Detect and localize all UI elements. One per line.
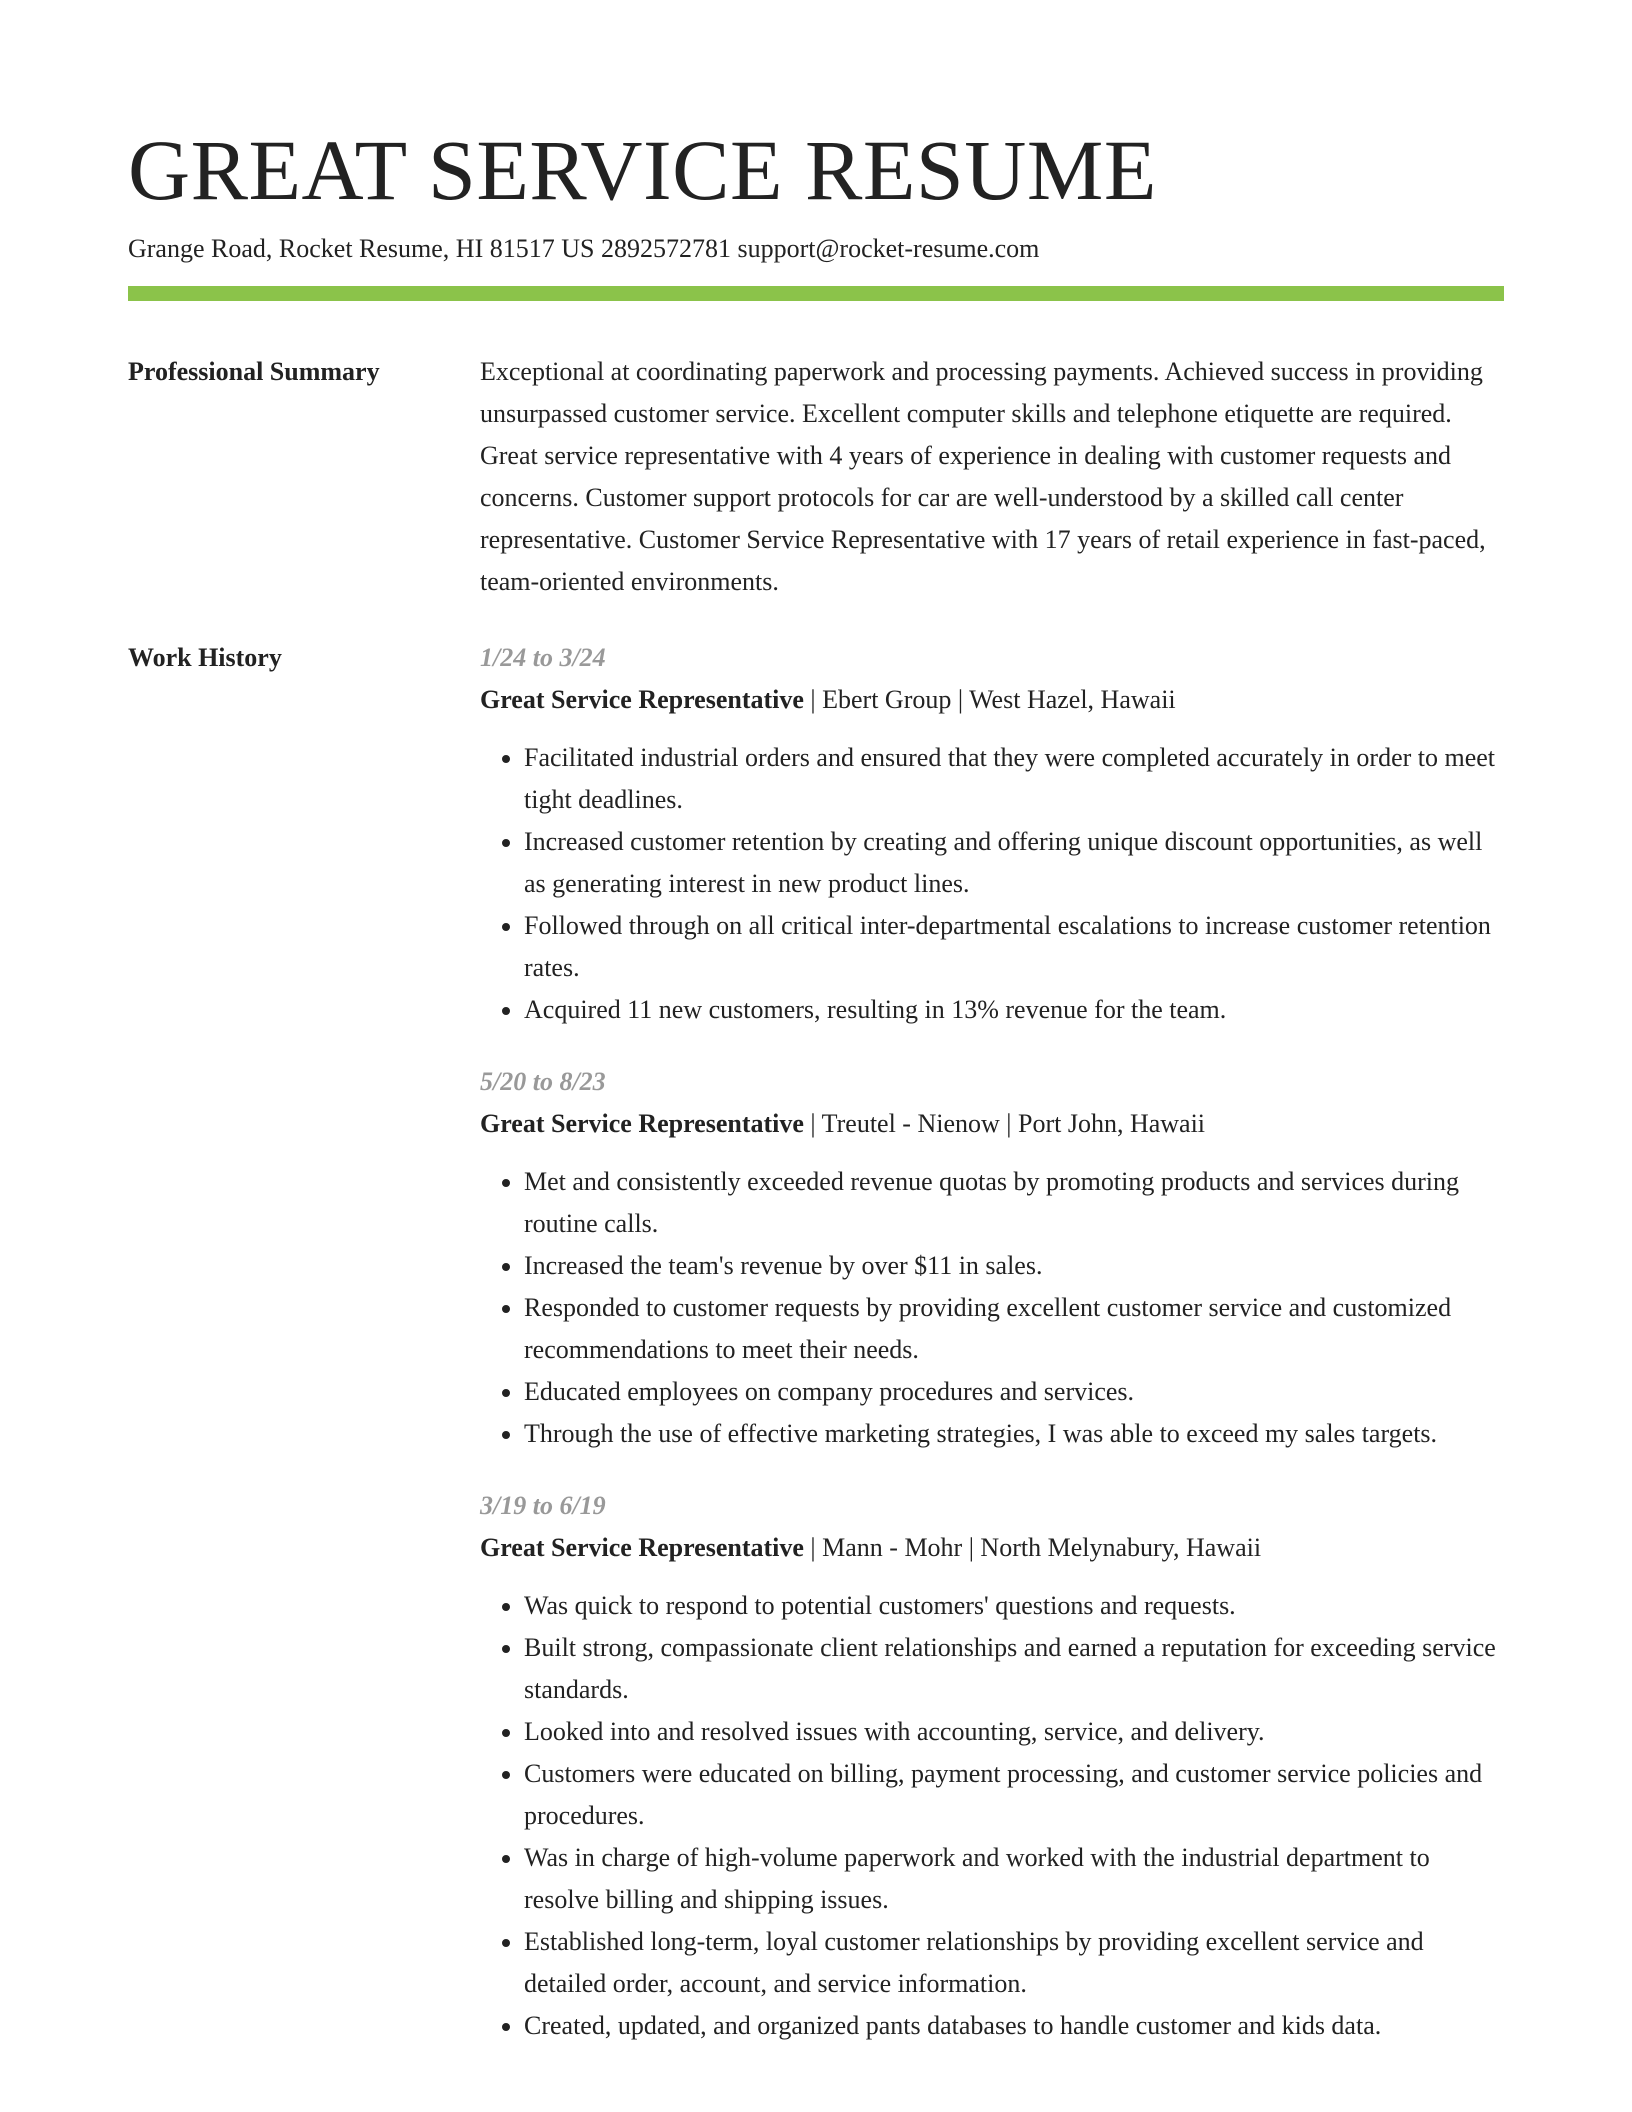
summary-text: Exceptional at coordinating paperwork and processing payments. Achieved success in providing unsurpassed customer service. Excellent computer skills and telephone etiquette are required. Great service representative with 4 years of experience in dealing with customer requests and concerns. Customer support protocols for car are well-understood by a skilled call center representative. Customer Service Representative with 17 years of retail experience in fast-paced, team-oriented environments. [480,357,1486,596]
job-dates: 5/20 to 8/23 [480,1067,606,1096]
job-bullet: • Acquired 11 new customers, resulting in 13% revenue for the team. [524,989,1504,1031]
work-history-label: Work History [128,643,282,672]
job-bullet: • Built strong, compassionate client relationships and earned a reputation for exceeding service standards. [524,1627,1504,1711]
job-title: Great Service Representative [480,685,804,714]
job-bullet: • Educated employees on company procedures and services. [524,1371,1504,1413]
job-bullet: • Followed through on all critical inter-departmental escalations to increase customer retention rates. [524,905,1504,989]
job-title-line [480,679,1504,721]
resume-page [128,120,1504,2047]
job-bullet: • Through the use of effective marketing strategies, I was able to exceed my sales targets. [524,1413,1504,1455]
job-dates: 3/19 to 6/19 [480,1491,606,1520]
job-title: Great Service Representative [480,1533,804,1562]
job-bullet: • Increased the team's revenue by over $11 in sales. [524,1245,1504,1287]
job-title: Great Service Representative [480,1109,804,1138]
job-entry [480,637,1504,1031]
job-bullet: • Created, updated, and organized pants databases to handle customer and kids data. [524,2005,1504,2047]
job-bullet: • Was in charge of high-volume paperwork and worked with the industrial department to resolve billing and shipping issues. [524,1837,1504,1921]
job-bullets [480,1585,1504,2047]
job-bullets [480,1161,1504,1455]
accent-divider [128,286,1504,301]
job-details: | Mann - Mohr | North Melynabury, Hawaii [803,1533,1262,1562]
resume-name: GREAT SERVICE RESUME [128,122,1157,218]
job-details: | Treutel - Nienow | Port John, Hawaii [803,1109,1206,1138]
job-entry [480,1485,1504,2047]
job-bullets [480,737,1504,1031]
work-history-jobs [480,637,1504,2047]
job-bullet: • Responded to customer requests by providing excellent customer service and customized recommendations to meet their needs. [524,1287,1504,1371]
job-bullet: • Looked into and resolved issues with accounting, service, and delivery. [524,1711,1504,1753]
job-bullet: • Met and consistently exceeded revenue quotas by promoting products and services during routine calls. [524,1161,1504,1245]
job-bullet: • Increased customer retention by creating and offering unique discount opportunities, as well as generating interest in new product lines. [524,821,1504,905]
job-bullet: • Customers were educated on billing, payment processing, and customer service policies and procedures. [524,1753,1504,1837]
job-bullet: • Facilitated industrial orders and ensured that they were completed accurately in order to meet tight deadlines. [524,737,1504,821]
job-title-line [480,1103,1504,1145]
summary-label: Professional Summary [128,357,380,386]
job-dates: 1/24 to 3/24 [480,643,606,672]
work-history-section [128,637,1504,2047]
job-bullet: • Was quick to respond to potential customers' questions and requests. [524,1585,1504,1627]
job-title-line [480,1527,1504,1569]
contact-line: Grange Road, Rocket Resume, HI 81517 US 2892572781 support@rocket-resume.com [128,234,1040,263]
summary-section [128,351,1504,603]
job-bullet: • Established long-term, loyal customer relationships by providing excellent service and detailed order, account, and service information. [524,1921,1504,2005]
job-entry [480,1061,1504,1455]
job-details: | Ebert Group | West Hazel, Hawaii [803,685,1176,714]
